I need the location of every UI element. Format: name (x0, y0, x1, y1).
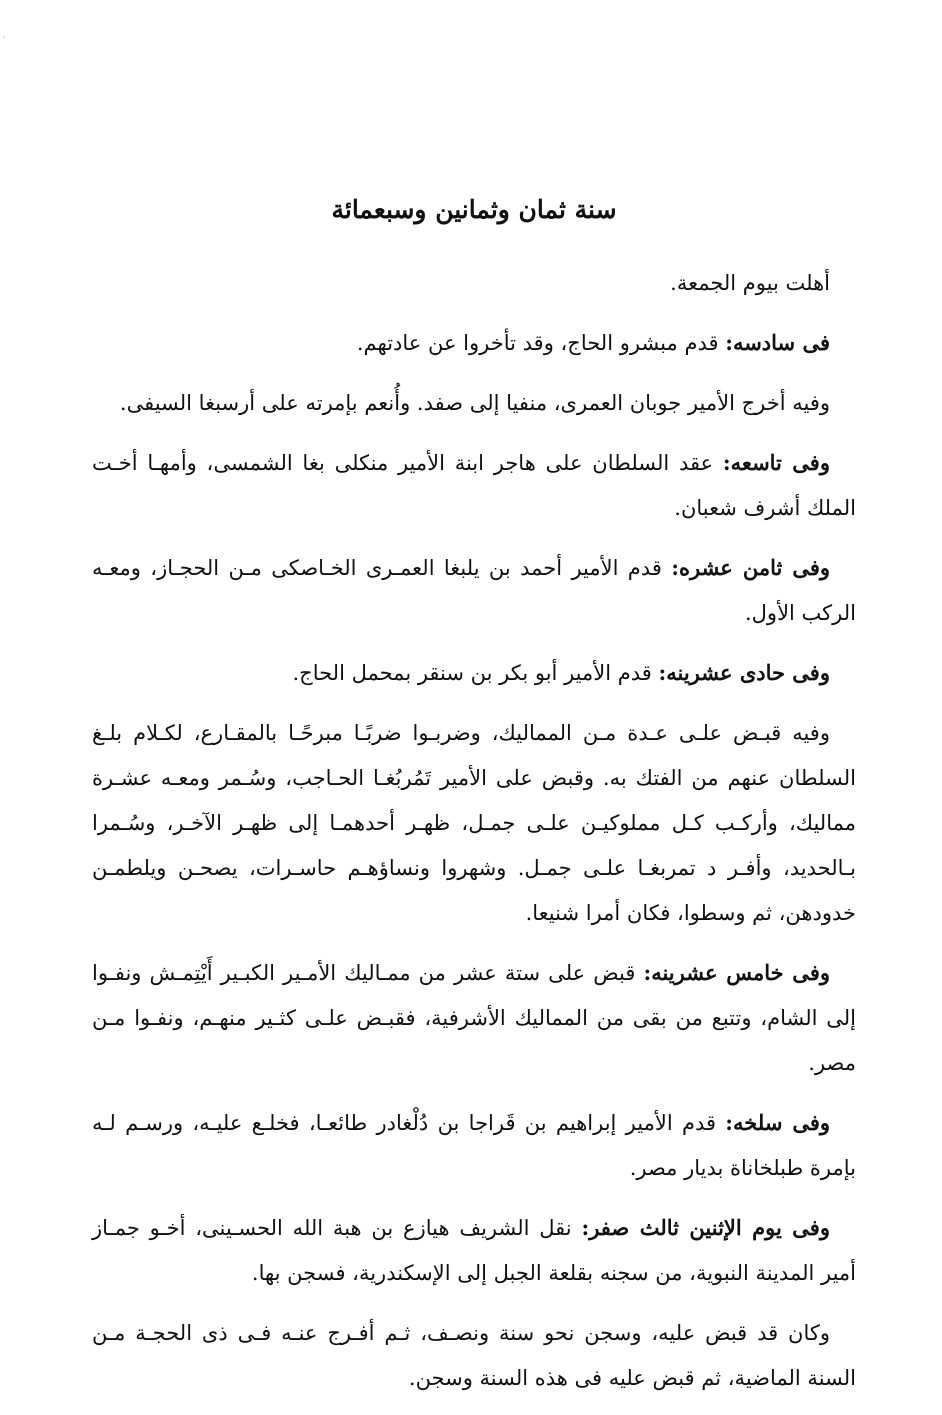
paragraph (92, 260, 856, 306)
margin-mark: . (2, 30, 6, 41)
paragraph (92, 545, 856, 636)
paragraph-text: قدم الأمير أبو بكر بن سنقر بمحمل الحاج. (292, 661, 659, 685)
paragraph (92, 440, 856, 531)
paragraph-text: قدم الأمير أحمد بن يلبغا العمـرى الخـاصكى مـن الحجـاز، ومعـه الركب الأول. (92, 556, 856, 625)
paragraph-text: قبض على ستة عشر من ممـاليك الأمـير الكبـير أَيْتِمـش ونفـوا إلى الشام، وتتبع من بقى من المماليك الأشرفية، فقبـض علـى كثـير منهـم، ونفـوا مـن مصر. (92, 961, 856, 1075)
paragraph-lead: فى سادسه: (725, 330, 830, 355)
paragraph-lead: وفى حادى عشرينه: (658, 660, 830, 685)
paragraph-lead: وفى تاسعه: (722, 450, 830, 475)
paragraph-text: وفيه قبـض علـى عـدة مـن المماليك، وضربـوا ضربًـا مبرحًـا بالمقـارع، لكـلام بلـغ السلطان عنهم من الفتك به. وقبض على الأمير تَمُربُغـا الحـاجب، وسُـمر ومعـه عشـرة مماليك، وأركـب كـل مملوكيـن علـى جمـل، ظهـر أحدهمـا إلى ظهـر الآخـر، وسُـمرا بـالحديد، وأفـر د تمربغـا علـى جمـل. وشهروا ونساؤهـم حاسـرات، يصحـن ويلطمـن خدودهن، ثم وسطوا، فكان أمرا شنيعا. (92, 721, 856, 925)
paragraph-text: قدم مبشرو الحاج، وقد تأخروا عن عادتهم. (356, 331, 726, 355)
paragraph-lead: وفى ثامن عشره: (671, 555, 830, 580)
paragraph (92, 710, 856, 936)
paragraph-text: أهلت بيوم الجمعة. (670, 271, 830, 295)
document-body (92, 190, 856, 1415)
paragraph-lead: وفى خامس عشرينه: (643, 960, 830, 985)
paragraph (92, 1310, 856, 1401)
paragraph (92, 650, 856, 696)
paragraph-text: وفيه أخرج الأمير جوبان العمرى، منفيا إلى صفد. وأُنعم بإمرته على أرسبغا السيفى. (119, 391, 830, 415)
page-title: سنة ثمان وثمانين وسبعمائة (331, 195, 617, 224)
paragraph-text: عقد السلطان على هاجر ابنة الأمير منكلى بغا الشمسى، وأمهـا أخـت الملك أشرف شعبان. (92, 451, 856, 520)
paragraph (92, 380, 856, 426)
paragraph (92, 950, 856, 1086)
paragraph-text: وكان قد قبض عليه، وسجن نحو سنة ونصـف، ثـم أفـرج عنـه فـى ذى الحجـة مـن السنة الماضية، ثم قبض عليه فى هذه السنة وسجن. (92, 1321, 856, 1390)
paragraph-text: نقل الشريف هيازع بن هبة الله الحسـينى، أخـو جمـاز أمير المدينة النبوية، من سجنه بقلعة الجبل إلى الإسكندرية، فسجن بها. (92, 1216, 856, 1285)
paragraph (92, 1100, 856, 1191)
paragraph-lead: وفى سلخه: (725, 1110, 831, 1135)
paragraph (92, 1205, 856, 1296)
paragraph-lead: وفى يوم الإثنين ثالث صفر: (581, 1215, 830, 1240)
paragraph-text: قدم الأمير إبراهيم بن قَراجا بن دُلْغادر طائعـا، فخلـع عليـه، ورسـم لـه بإمرة طبلخاناة بديار مصر. (92, 1111, 856, 1180)
paragraph (92, 320, 856, 366)
